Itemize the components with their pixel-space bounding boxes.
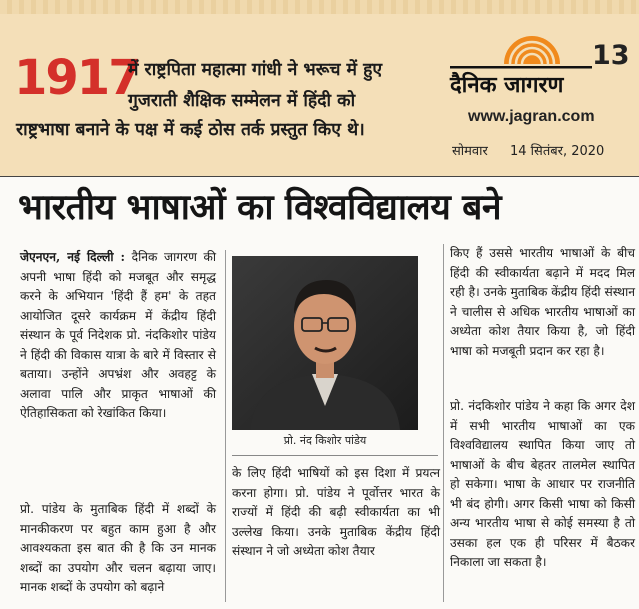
article-paragraph-4: किए हैं उससे भारतीय भाषाओं के बीच हिंदी की स्वीकार्यता बढ़ाने में मदद मिल रही है। उनके मुताबिक केंद्रीय हिंदी संस्थान ने चालीस से अधिक भारतीय भाषाओं का अध्येता कोश तैयार किया है, जो हिंदी भाषा को मजबूती प्रदान कर रहा है। — [450, 246, 635, 358]
torn-paper-edge — [0, 0, 639, 14]
banner-text-line-3: राष्ट्रभाषा बनाने के पक्ष में कई ठोस तर्क प्रस्तुत किए थे। — [16, 120, 365, 140]
publication-date: 14 सितंबर, 2020 — [510, 144, 605, 159]
article-paragraph-2: प्रो. पांडेय के मुताबिक हिंदी में शब्दों के मानकीकरण पर बहुत काम हुआ है और आवश्यकता इस बात की है कि उन मानक शब्दों का उपयोग और चलन बढ़ाया जाए। मानक शब्दों के उपयोग को बढ़ाने — [20, 502, 216, 594]
page-number: 13 — [592, 40, 630, 71]
article-paragraph-5: प्रो. नंदकिशोर पांडेय ने कहा कि अगर देश में सभी भारतीय भाषाओं का एक विश्वविद्यालय स्थापित किया जाए तो भाषाओं के बीच बेहतर तालमेल स्थापित हो सकेगा। भाषा के आधार पर राजनीति भी बंद होगी। अगर किसी भाषा को किसी अन्य भारतीय भाषा से कोई समस्या है तो उसका हल एक ही परिसर में बैठकर निकाला जा सकता है। — [450, 399, 635, 569]
photo-caption: प्रो. नंद किशोर पांडेय — [283, 434, 367, 447]
banner-text-line-2: गुजराती शैक्षिक सम्मेलन में हिंदी को — [128, 91, 356, 111]
article-paragraph-3: के लिए हिंदी भाषियों को इस दिशा में प्रयत्न करना होगा। प्रो. पांडेय ने पूर्वोत्तर भारत के राज्यों में हिंदी की बढ़ी स्वीकार्यता का भी उल्लेख किया। उनके मुताबिक केंद्रीय हिंदी संस्थान ने जो अध्येता कोश तैयार — [232, 466, 440, 558]
banner-year: 1917 — [14, 50, 140, 106]
paragraph-1-text: दैनिक जागरण की अपनी भाषा हिंदी को मजबूत और समृद्ध करने के अभियान 'हिंदी हैं हम' के तहत आयोजित दूसरे कार्यक्रम में केंद्रीय हिंदी संस्थान के पूर्व निदेशक प्रो. नंदकिशोर पांडेय ने हिंदी की विकास यात्रा के बारे में विस्तार से बताया। उन्होंने अपभ्रंश और अवहट्ट के अलावा पालि और प्राकृत भाषाओं की ऐतिहासिकता को रेखांकित किया। — [20, 250, 217, 420]
author-photo — [232, 256, 418, 430]
publication-day: सोमवार — [452, 144, 488, 159]
history-banner — [0, 0, 639, 176]
article-dateline: जेएनएन, नई दिल्ली : — [20, 250, 126, 264]
banner-bottom-rule — [0, 176, 639, 177]
dainik-jagran-logo — [446, 30, 596, 102]
banner-text-line-1: में राष्ट्रपिता महात्मा गांधी ने भरूच में हुए — [128, 60, 383, 80]
logo-wordmark: दैनिक जागरण — [450, 73, 564, 98]
article-paragraph-1 — [20, 248, 216, 424]
caption-rule — [232, 455, 438, 456]
portrait-illustration — [232, 256, 418, 430]
article-headline: भारतीय भाषाओं का विश्वविद्यालय बने — [18, 187, 502, 228]
column-divider-2 — [443, 244, 444, 602]
website-url: www.jagran.com — [468, 108, 595, 125]
column-divider-1 — [225, 250, 226, 602]
